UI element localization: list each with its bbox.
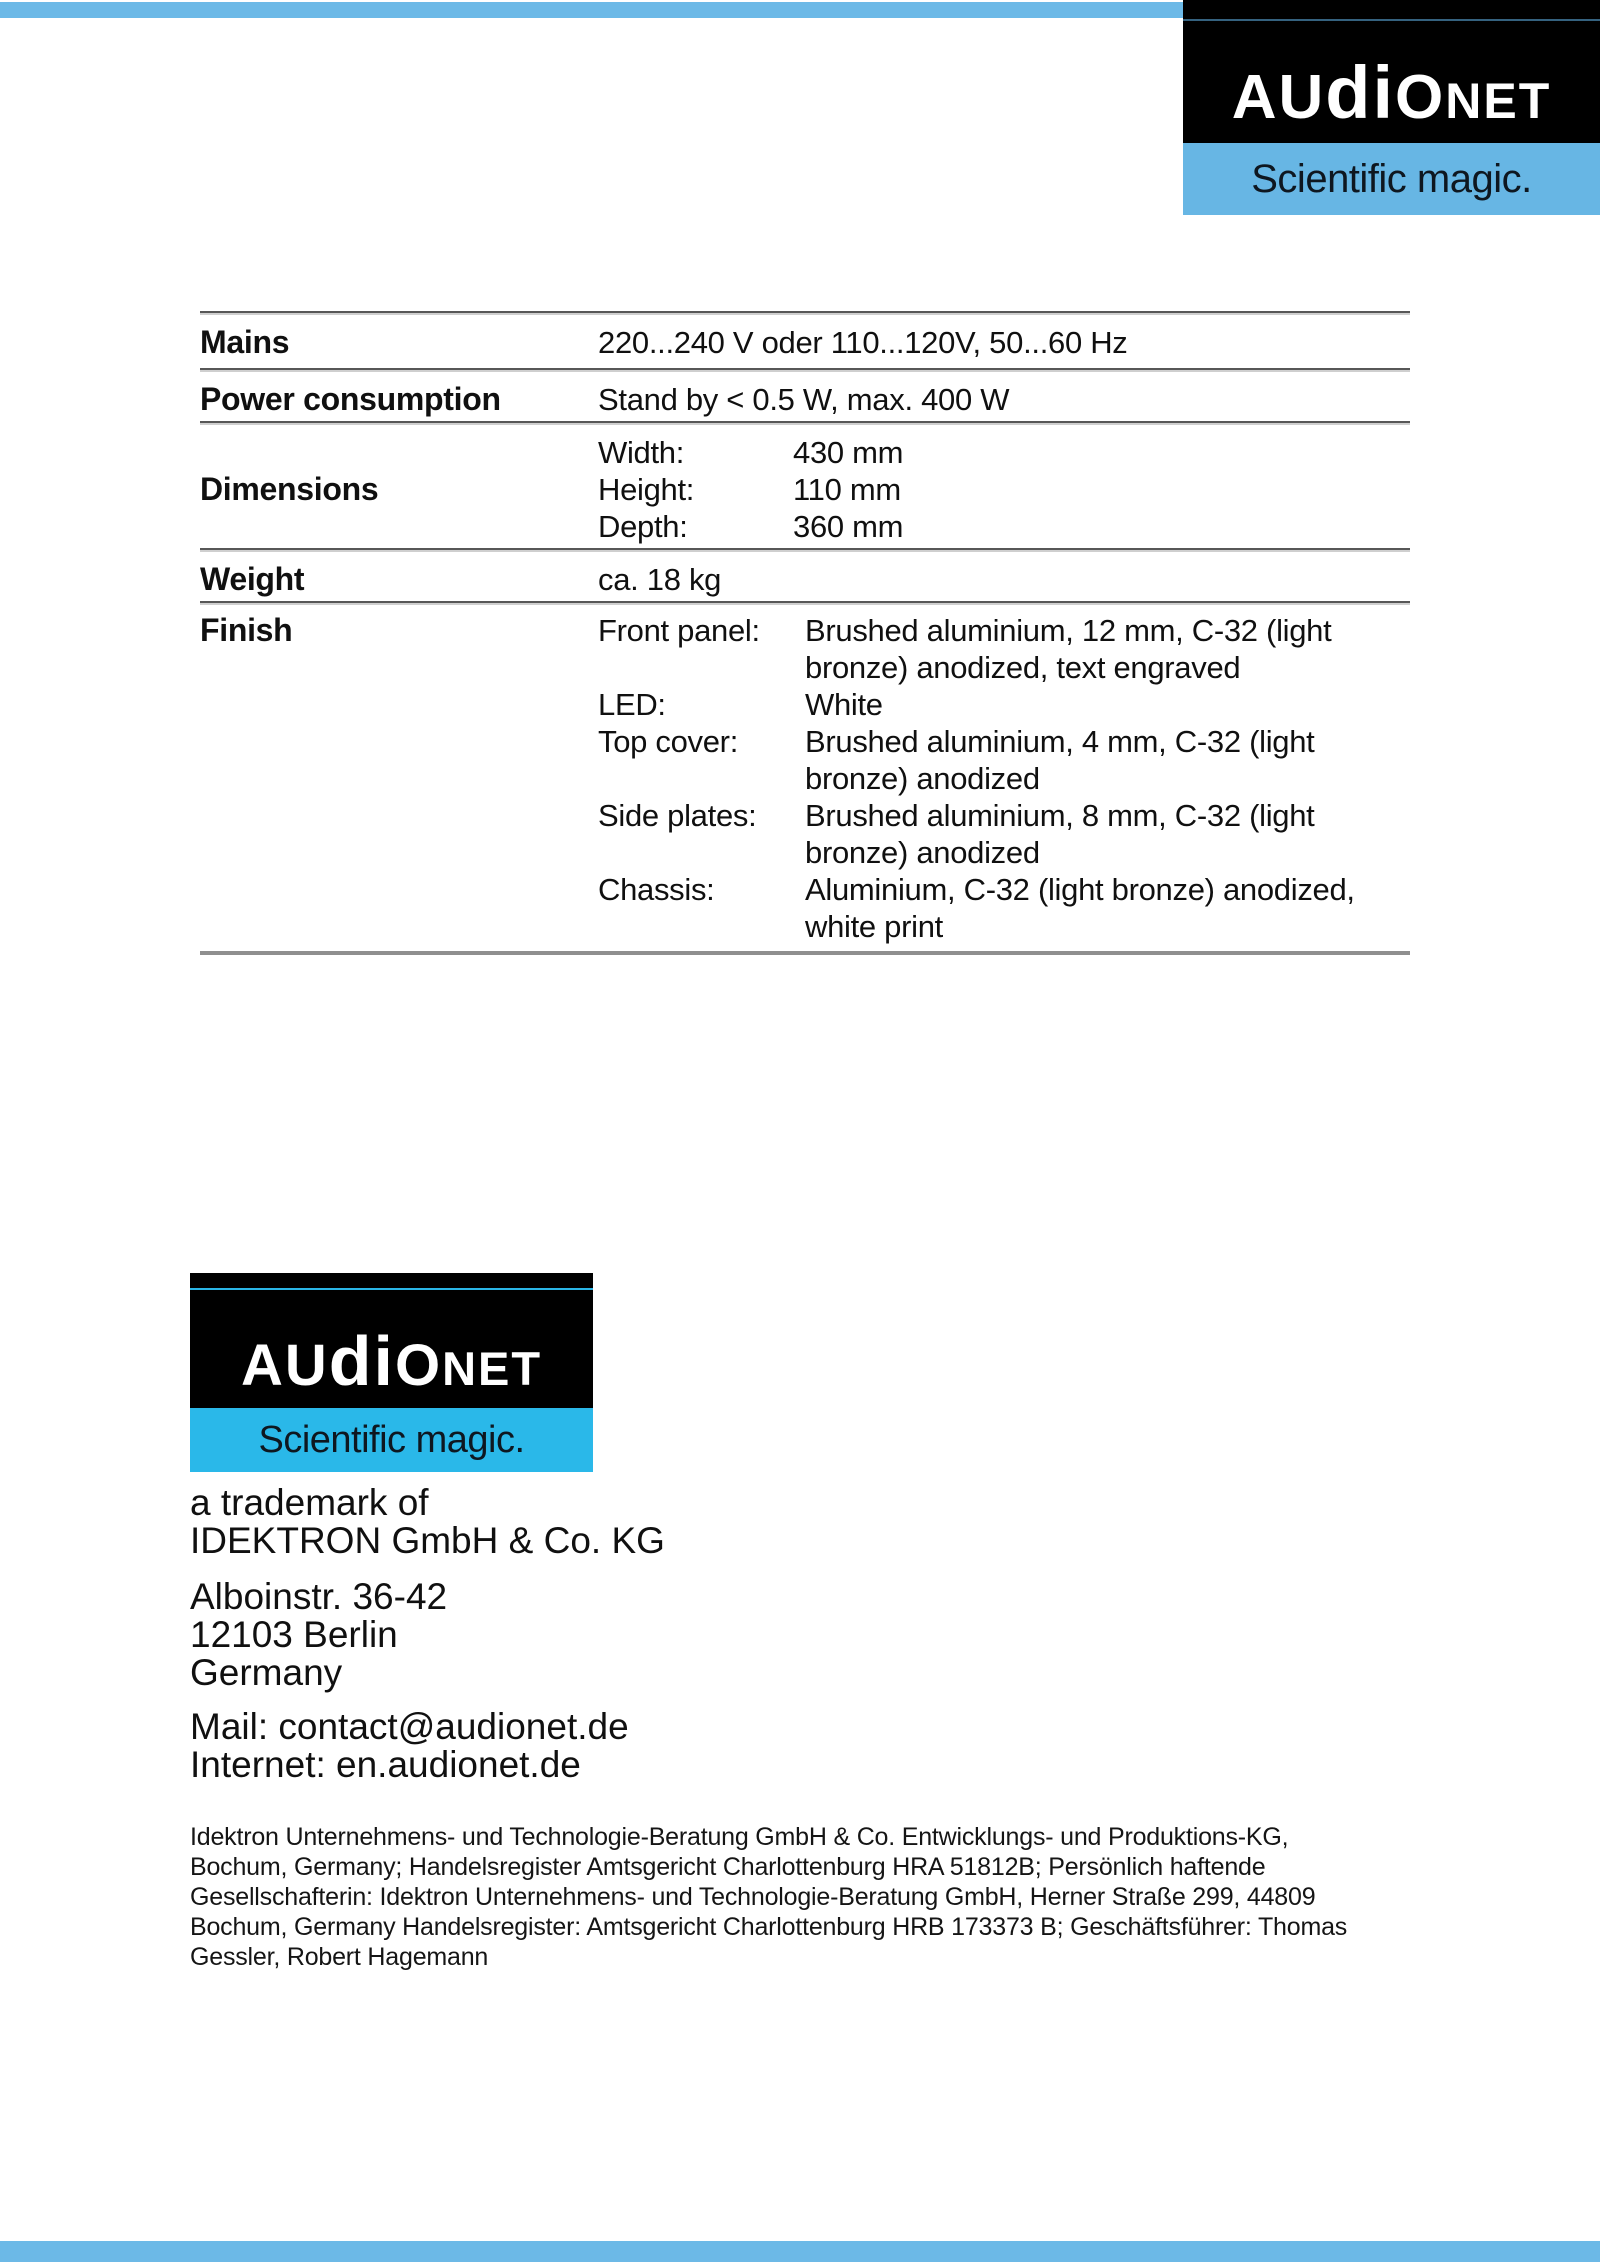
spec-label: Weight [200, 561, 305, 597]
dimensions-values [598, 434, 1410, 545]
wordmark-part: O [394, 1333, 443, 1398]
spec-label: Dimensions [200, 471, 379, 507]
top-accent-bar [0, 2, 1183, 18]
logo-black-box [190, 1273, 593, 1408]
logo-tagline-bar [1183, 143, 1600, 215]
mail-line: Mail: contact@audionet.de [190, 1706, 629, 1747]
dimension-key: Width: [598, 435, 685, 470]
dimension-value: 110 mm [793, 472, 901, 507]
trademark-line: a trademark of [190, 1482, 429, 1523]
table-row-dimensions [200, 421, 1410, 548]
finish-value-line: bronze) anodized, text engraved [805, 650, 1241, 685]
legal-fine-print [190, 1822, 1347, 1972]
legal-line: Gessler, Robert Hagemann [190, 1943, 489, 1971]
finish-value-line: bronze) anodized [805, 761, 1040, 796]
audionet-logo-header [1183, 0, 1600, 215]
dimension-entry [598, 434, 1410, 471]
wordmark-part: di [1325, 51, 1396, 134]
finish-value [805, 871, 1410, 945]
dimension-key: Height: [598, 472, 695, 507]
spec-label: Power consumption [200, 381, 501, 417]
finish-key: Top cover: [598, 724, 739, 759]
audionet-wordmark [240, 1322, 543, 1400]
finish-values [598, 612, 1410, 945]
legal-line: Bochum, Germany; Handelsregister Amtsgericht Charlottenburg HRA 51812B; Persönlich haftende [190, 1853, 1266, 1881]
spec-table [200, 311, 1410, 955]
dimension-value: 430 mm [793, 435, 904, 470]
finish-entry [598, 612, 1410, 686]
finish-entry [598, 723, 1410, 797]
logo-accent-line [1183, 19, 1600, 21]
address-line: Germany [190, 1652, 343, 1693]
table-row-power [200, 368, 1410, 421]
finish-value-line: Brushed aluminium, 8 mm, C-32 (light [805, 798, 1315, 833]
finish-entry [598, 871, 1410, 945]
legal-line: Idektron Unternehmens- und Technologie-Beratung GmbH & Co. Entwicklungs- und Produktions-KG, [190, 1823, 1289, 1851]
finish-value-line: Brushed aluminium, 4 mm, C-32 (light [805, 724, 1315, 759]
finish-value [805, 723, 1410, 797]
logo-tagline: Scientific magic. [258, 1418, 525, 1461]
spec-value: Stand by < 0.5 W, max. 400 W [598, 382, 1010, 417]
dimension-entry [598, 508, 1410, 545]
finish-entry [598, 797, 1410, 871]
audionet-wordmark [1231, 51, 1552, 134]
finish-value-line: White [805, 687, 883, 722]
wordmark-part: NET [442, 1342, 543, 1395]
finish-key: Chassis: [598, 872, 715, 907]
wordmark-part: AU [240, 1333, 329, 1398]
company-address-block [190, 1484, 665, 1784]
audionet-logo-footer [190, 1273, 593, 1472]
spec-label: Mains [200, 324, 290, 360]
spec-value: 220...240 V oder 110...120V, 50...60 Hz [598, 325, 1128, 360]
finish-key: LED: [598, 687, 666, 722]
wordmark-part: NET [1445, 73, 1552, 129]
dimension-value: 360 mm [793, 509, 904, 544]
wordmark-part: AU [1231, 63, 1326, 132]
address-line: Alboinstr. 36-42 [190, 1576, 448, 1617]
finish-value [805, 686, 1410, 723]
logo-tagline: Scientific magic. [1251, 156, 1532, 201]
spec-label: Finish [200, 612, 293, 648]
finish-value-line: Aluminium, C-32 (light bronze) anodized, [805, 872, 1355, 907]
finish-value-line: bronze) anodized [805, 835, 1040, 870]
finish-value-line: Brushed aluminium, 12 mm, C-32 (light [805, 613, 1332, 648]
finish-value [805, 797, 1410, 871]
logo-black-box [1183, 0, 1600, 143]
finish-key: Side plates: [598, 798, 757, 833]
table-row-finish [200, 601, 1410, 951]
dimension-entry [598, 471, 1410, 508]
wordmark-part: di [328, 1322, 395, 1400]
wordmark-part: O [1395, 63, 1446, 132]
dimension-key: Depth: [598, 509, 688, 544]
table-row-mains [200, 311, 1410, 368]
address-line: 12103 Berlin [190, 1614, 398, 1655]
finish-entry [598, 686, 1410, 723]
legal-line: Bochum, Germany Handelsregister: Amtsgericht Charlottenburg HRB 173373 B; Geschäftsführer: Thomas [190, 1913, 1348, 1941]
internet-line: Internet: en.audionet.de [190, 1744, 581, 1785]
finish-value-line: white print [805, 909, 943, 944]
bottom-accent-bar [0, 2241, 1600, 2262]
finish-key: Front panel: [598, 613, 760, 648]
spec-value: ca. 18 kg [598, 562, 722, 597]
logo-accent-line [190, 1288, 593, 1290]
logo-tagline-bar [190, 1408, 593, 1472]
finish-value [805, 612, 1410, 686]
legal-line: Gesellschafterin: Idektron Unternehmens- und Technologie-Beratung GmbH, Herner Straße 299, 44809 [190, 1883, 1316, 1911]
table-row-weight [200, 548, 1410, 601]
company-name: IDEKTRON GmbH & Co. KG [190, 1520, 665, 1561]
